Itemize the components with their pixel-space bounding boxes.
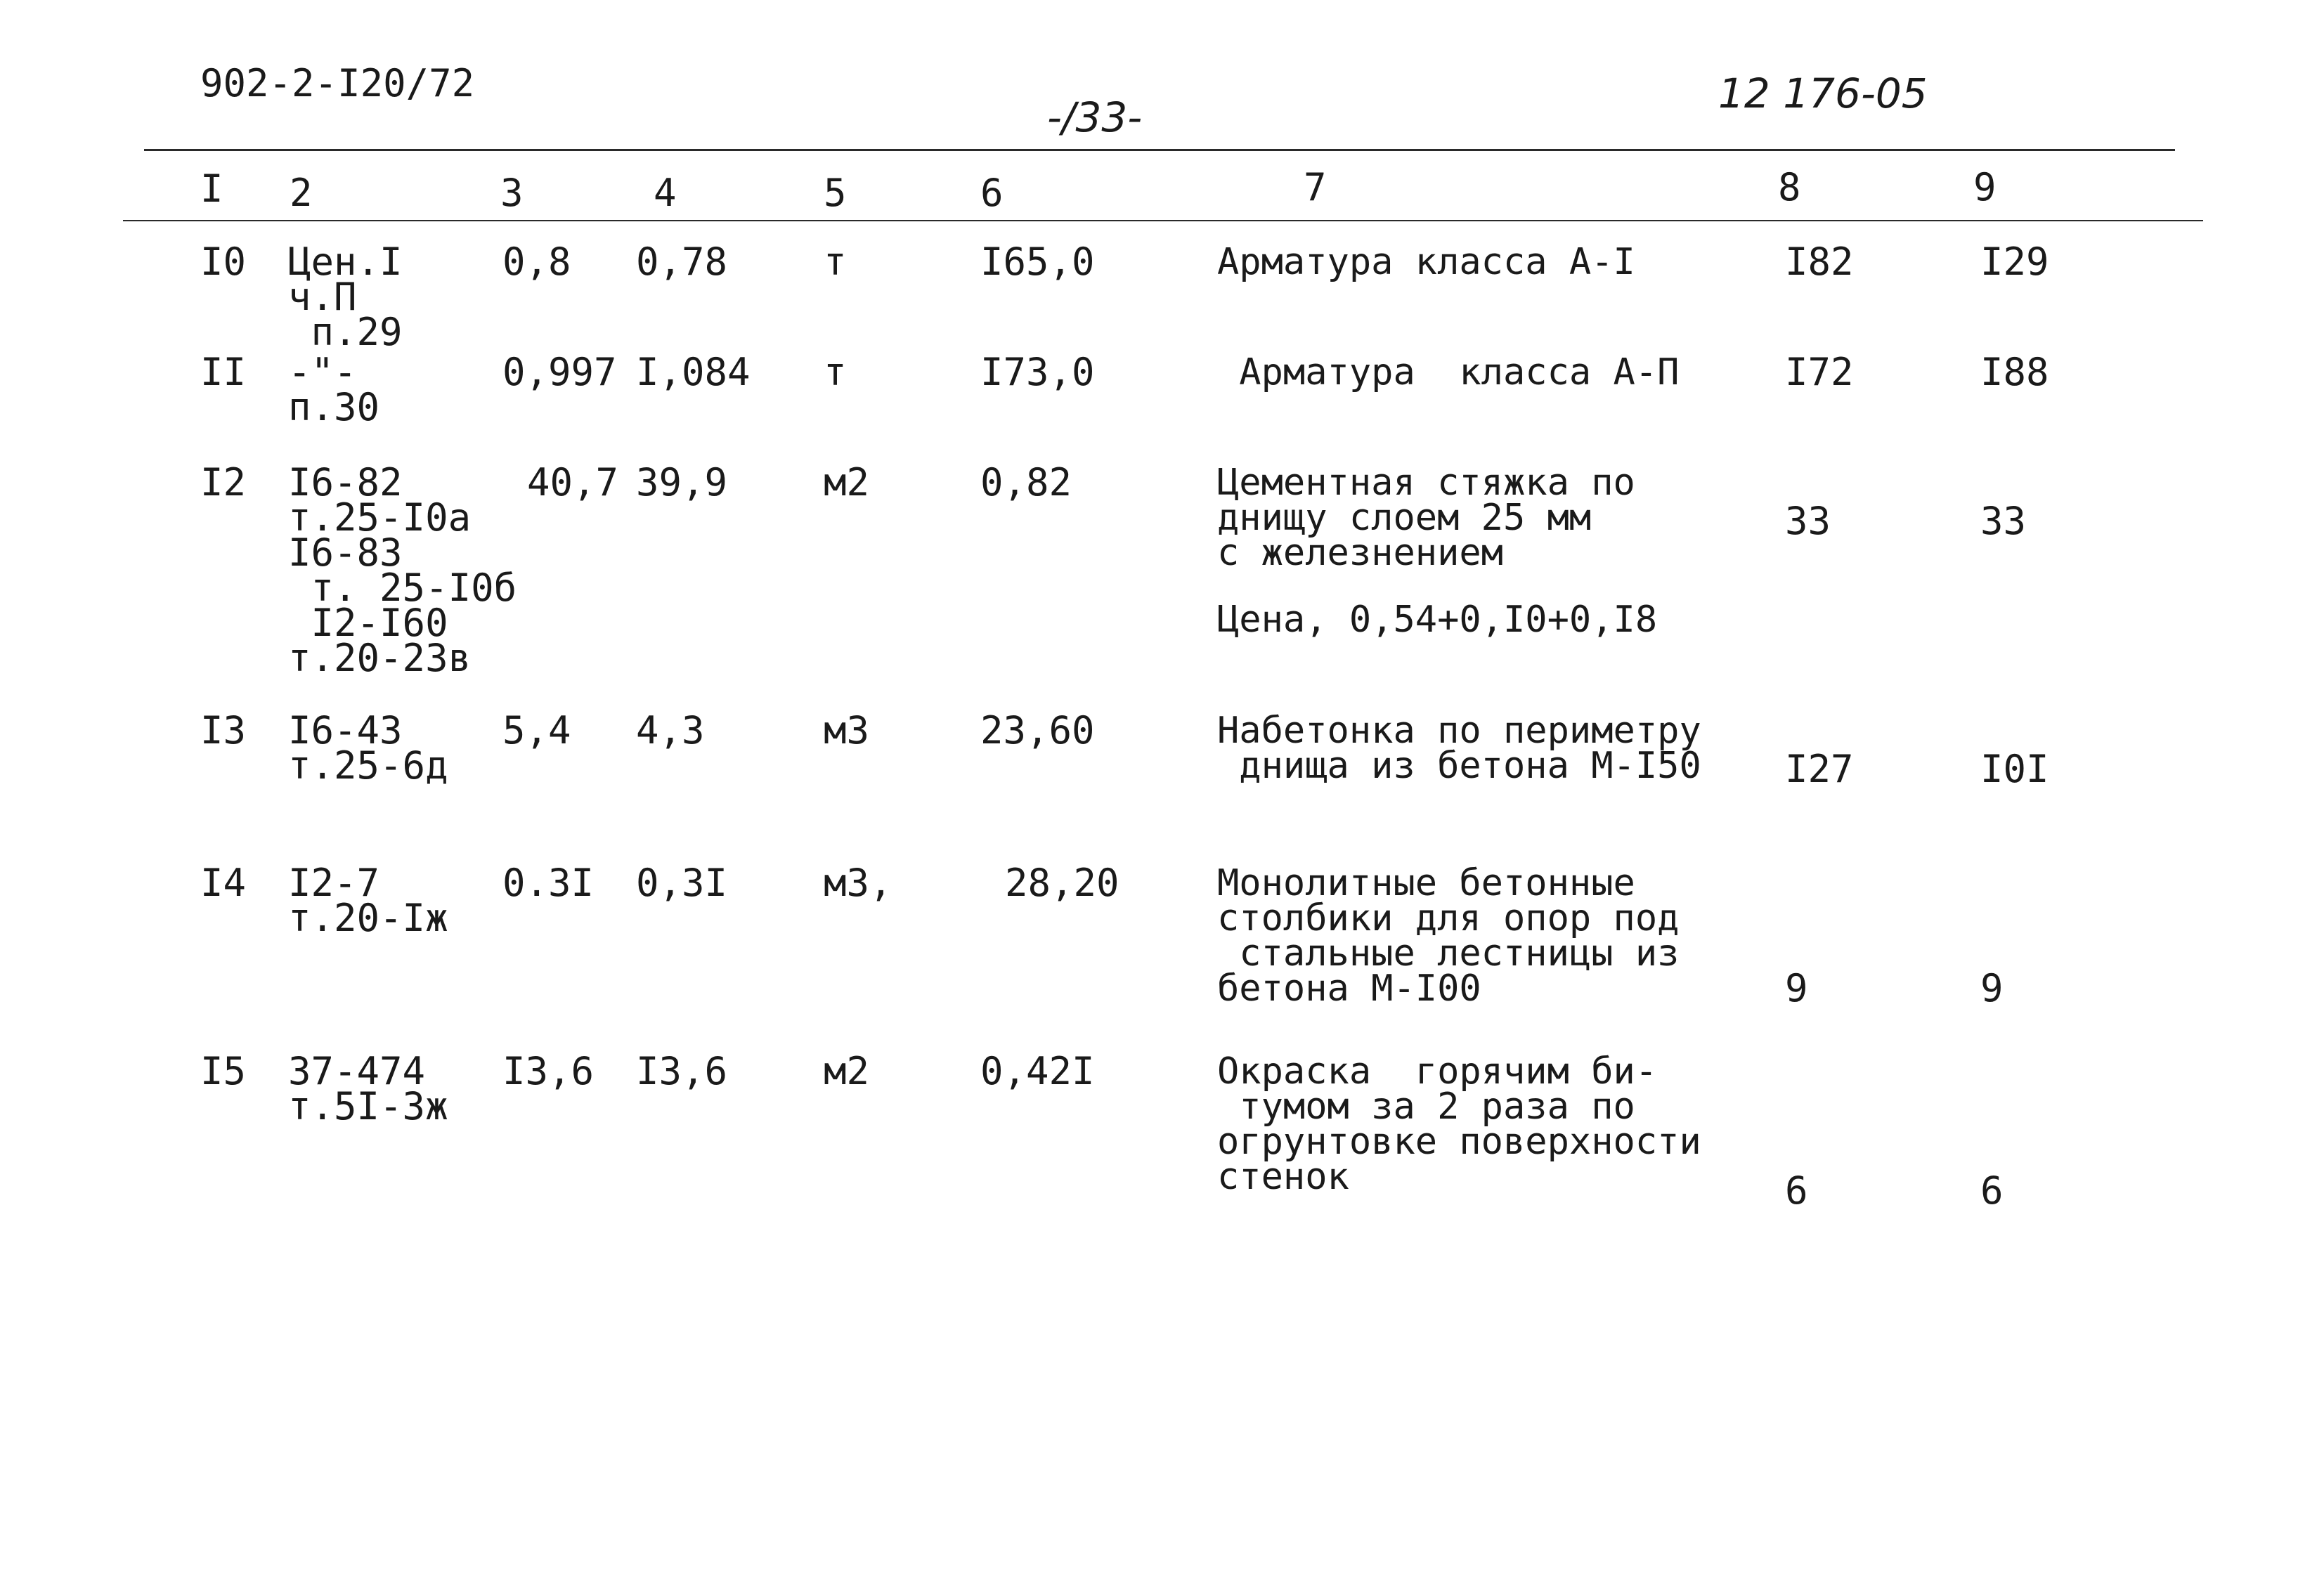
cell-col-4: 0,78 (636, 240, 728, 284)
cell-col-4: 39,9 (636, 460, 728, 504)
price-breakdown-note: Цена, 0,54+0,I0+0,I8 (1217, 599, 1658, 641)
cell-col-9: I88 (1980, 350, 2049, 394)
row-number: I5 (200, 1049, 247, 1093)
cell-col-4: 0,3I (636, 861, 728, 905)
cell-col-3: 0,997 (502, 350, 617, 394)
work-description: Набетонка по периметру днища из бетона М-I50 (1217, 710, 1701, 787)
unit-cell: м3, (824, 861, 892, 905)
unit-cell: м2 (824, 1049, 870, 1093)
cell-col-8: I82 (1785, 240, 1854, 284)
unit-cell: м2 (824, 460, 870, 504)
rate-reference: I2-7 т.20-Iж (288, 861, 448, 940)
rate-reference: I6-43 т.25-6д (288, 708, 448, 788)
column-header-4: 4 (654, 171, 677, 215)
cell-col-4: I3,6 (636, 1049, 728, 1093)
cell-col-3: 40,7 (527, 460, 619, 504)
price-cell: 28,20 (1005, 861, 1119, 905)
row-number: I4 (200, 861, 247, 905)
cell-col-3: 0,8 (502, 240, 571, 284)
cell-col-9: 9 (1980, 966, 2004, 1010)
column-header-6: 6 (980, 171, 1004, 215)
cell-col-3: 5,4 (502, 708, 571, 753)
work-description: Окраска горячим би- тумом за 2 раза по огрунтовке поверхности стенок (1217, 1050, 1701, 1198)
cell-col-9: 6 (1980, 1168, 2004, 1213)
cell-col-9: I29 (1980, 240, 2049, 284)
price-cell: I65,0 (980, 240, 1095, 284)
row-number: I2 (200, 460, 247, 504)
row-number: II (200, 350, 247, 394)
price-cell: 0,82 (980, 460, 1072, 504)
work-description: Цементная стяжка по днищу слоем 25 мм с железнением (1217, 462, 1635, 574)
unit-cell: т (824, 240, 847, 284)
sheet-code: 12 176-05 (1718, 70, 1928, 117)
cell-col-8: 9 (1785, 966, 1808, 1010)
cell-col-9: I0I (1980, 747, 2049, 791)
cell-col-8: I72 (1785, 350, 1854, 394)
cell-col-3: I3,6 (502, 1049, 595, 1093)
cell-col-4: I,084 (636, 350, 751, 394)
rate-reference: I6-82 т.25-I0а I6-83 т. 25-I0б I2-I60 т.20-23в (288, 460, 517, 680)
document-code: 902-2-I20/72 (200, 61, 475, 105)
price-cell: I73,0 (980, 350, 1095, 394)
column-header-5: 5 (824, 171, 847, 215)
work-description: Монолитные бетонные столбики для опор под стальные лестницы из бетона М-I00 (1217, 862, 1680, 1010)
work-description: Арматура класса А-П (1217, 351, 1680, 393)
column-header-3: 3 (500, 171, 524, 215)
row-number: I0 (200, 240, 247, 284)
column-header-1: I (200, 167, 223, 211)
page-number: -/33- (1047, 93, 1143, 141)
rate-reference: -"- п.30 (288, 350, 380, 429)
column-header-7: 7 (1304, 165, 1327, 209)
rate-reference: Цен.I ч.П п.29 (288, 240, 403, 354)
price-cell: 0,42I (980, 1049, 1095, 1093)
column-header-9: 9 (1973, 165, 1997, 209)
unit-cell: т (824, 350, 847, 394)
cell-col-9: 33 (1980, 499, 2027, 543)
cell-col-8: 6 (1785, 1168, 1808, 1213)
price-cell: 23,60 (980, 708, 1095, 753)
cell-col-8: 33 (1785, 499, 1831, 543)
row-number: I3 (200, 708, 247, 753)
cell-col-3: 0.3I (502, 861, 595, 905)
cell-col-4: 4,3 (636, 708, 705, 753)
column-header-2: 2 (290, 171, 313, 215)
cell-col-8: I27 (1785, 747, 1854, 791)
column-header-8: 8 (1778, 165, 1801, 209)
rate-reference: 37-474 т.5I-3ж (288, 1049, 448, 1128)
work-description: Арматура класса А-I (1217, 241, 1635, 283)
unit-cell: м3 (824, 708, 870, 753)
